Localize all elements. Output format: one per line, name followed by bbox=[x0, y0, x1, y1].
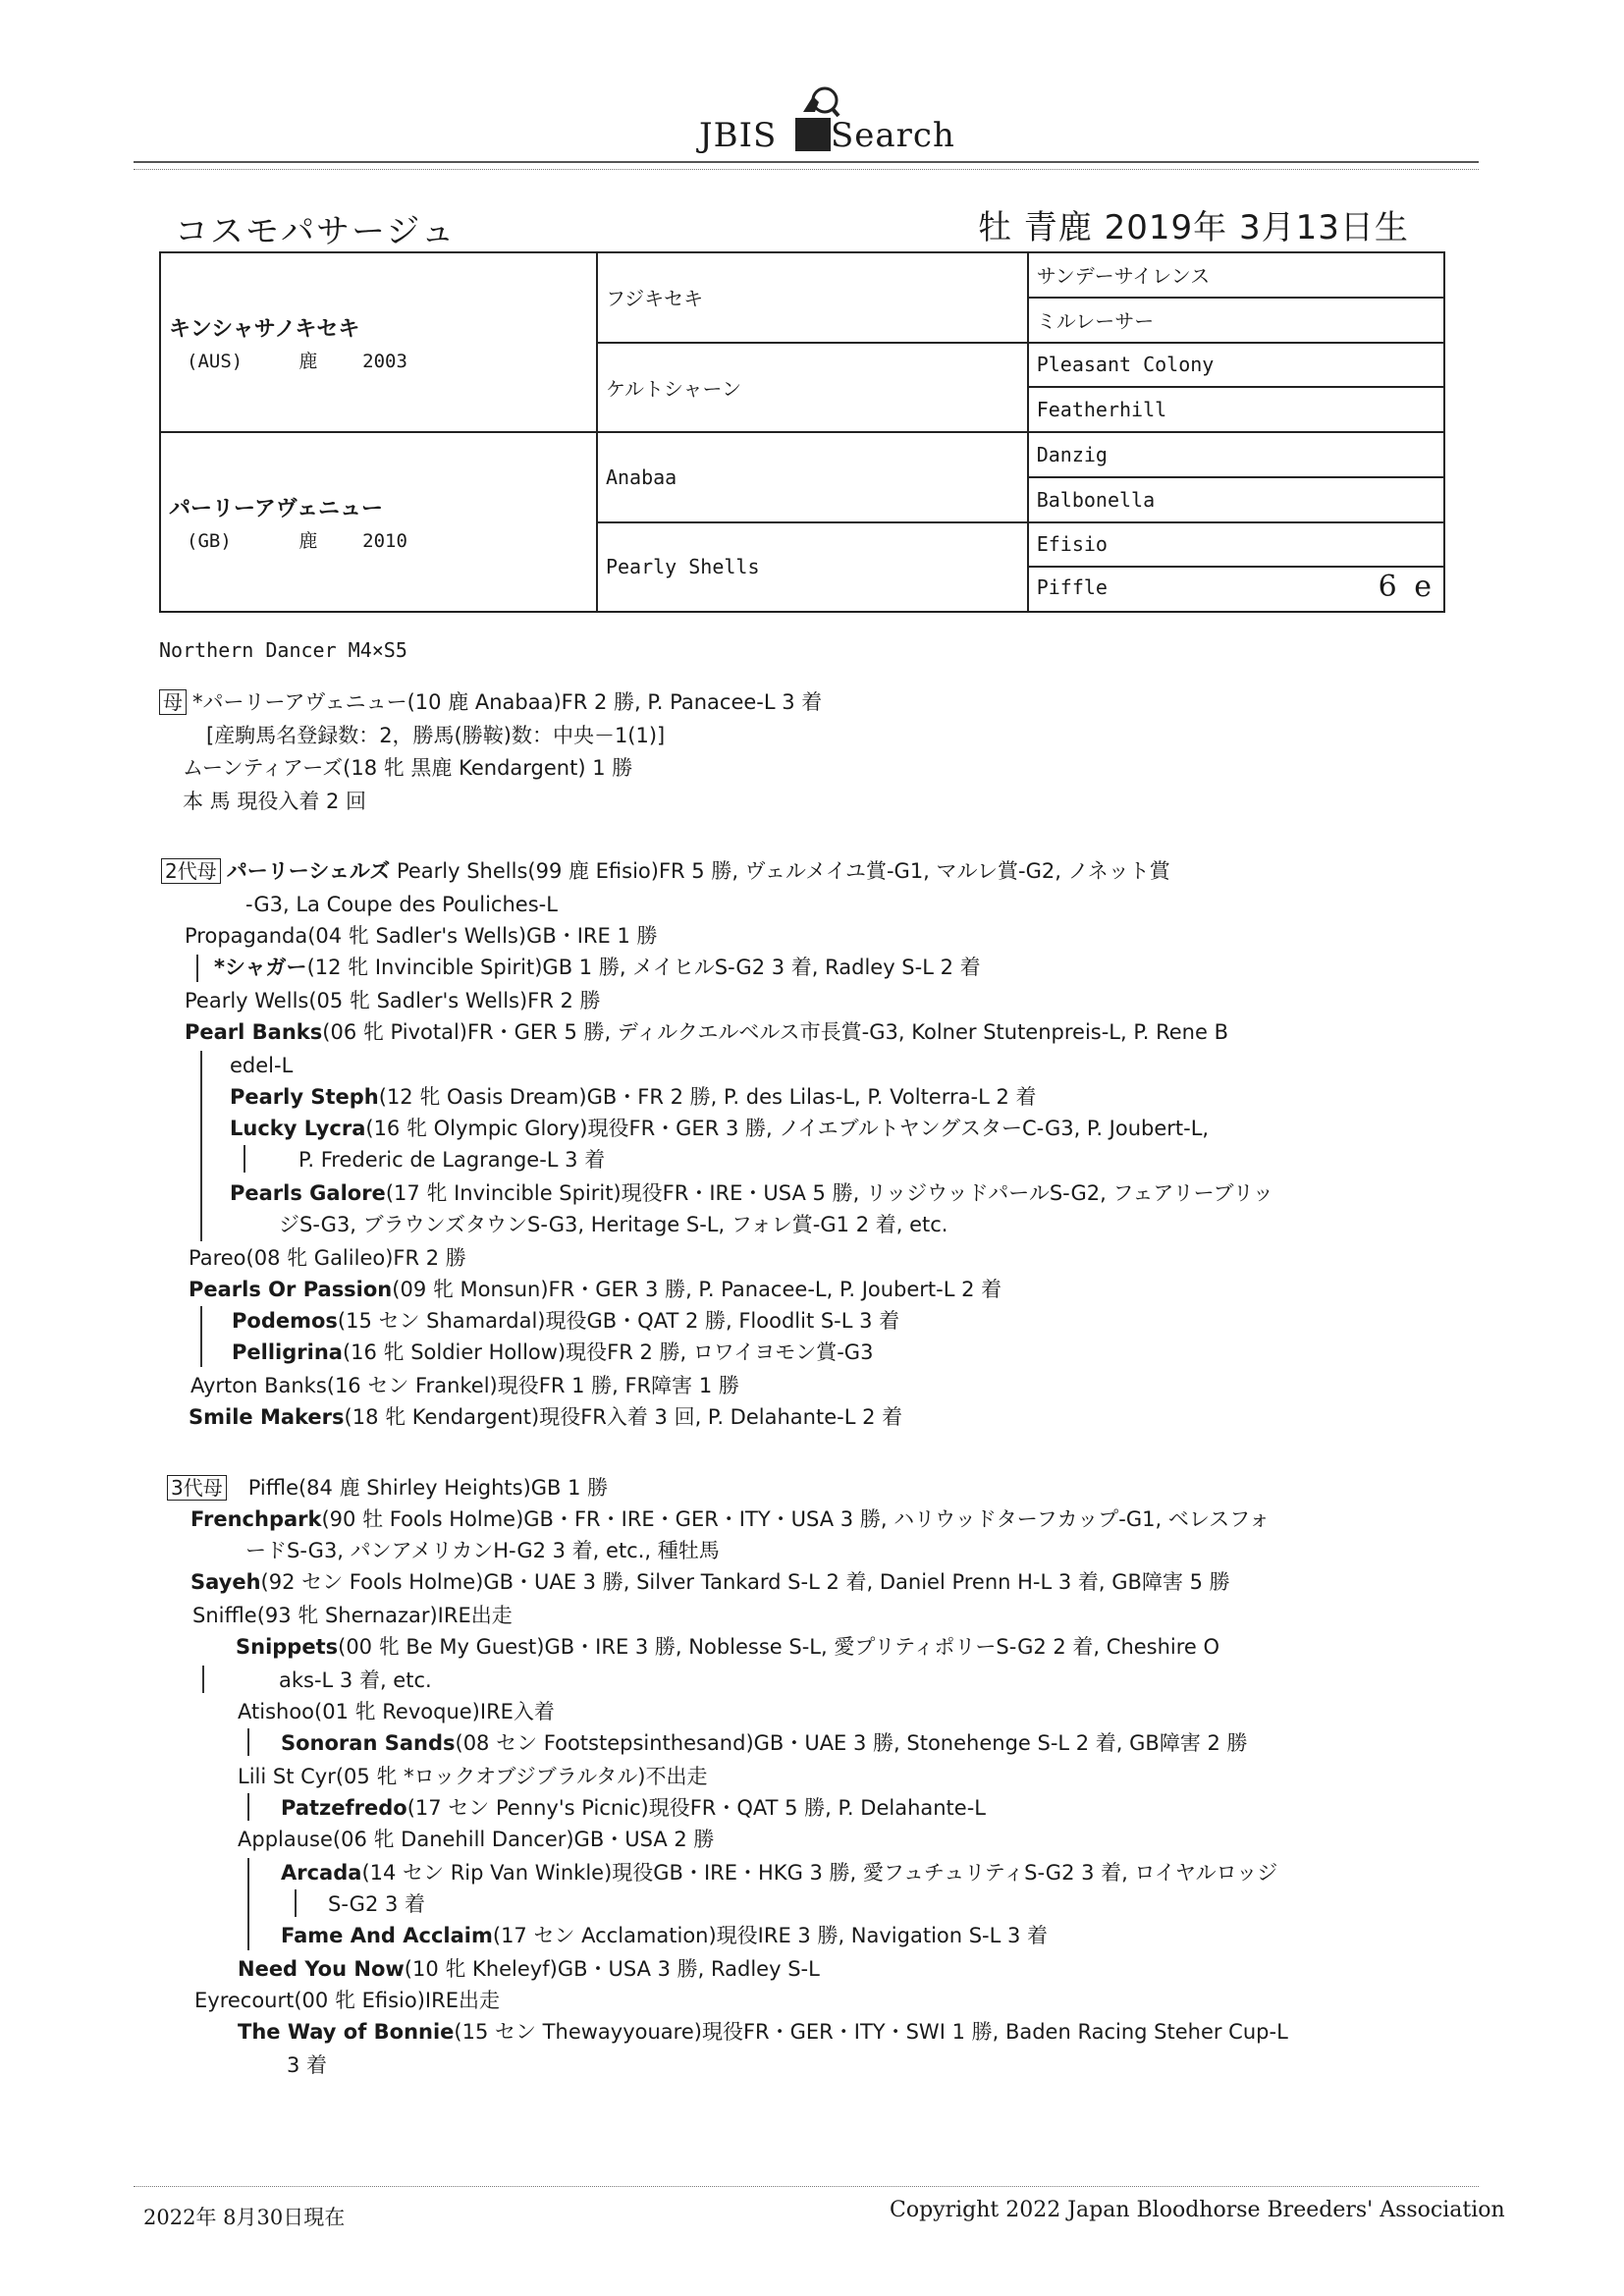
g3dam-line: The Way of Bonnie(15 セン Thewayyouare)現役FR・GER・ITY・SWI 1 勝, Baden Racing Steher Cup-L bbox=[238, 2020, 1288, 2044]
g3dam-line: Applause(06 牝 Danehill Dancer)GB・USA 2 勝 bbox=[238, 1828, 715, 1851]
pedigree-g2-cell: Anabaa bbox=[597, 432, 1028, 522]
dam-line: ムーンティアーズ(18 牝 黒鹿 Kendargent) 1 勝 bbox=[183, 756, 633, 780]
section-label-g2dam: 2代母 bbox=[161, 858, 221, 884]
lineage-bar bbox=[247, 1728, 249, 1756]
g3dam-line: 3 着 bbox=[287, 2053, 328, 2077]
lineage-bar bbox=[244, 1145, 245, 1173]
lineage-bar bbox=[196, 955, 198, 982]
g2dam-line: Smile Makers(18 牝 Kendargent)現役FR入着 3 回, P. Delahante-L 2 着 bbox=[189, 1405, 903, 1429]
pedigree-g3-cell: Balbonella bbox=[1028, 477, 1444, 522]
g2dam-line: Pearl Banks(06 牝 Pivotal)FR・GER 5 勝, ディルクエルベルス市長賞-G3, Kolner Stutenpreis-L, P. Rene B bbox=[185, 1020, 1228, 1044]
section-label-dam: 母 bbox=[159, 689, 187, 715]
pedigree-g3-cell: Featherhill bbox=[1028, 387, 1444, 432]
g3dam-line: Eyrecourt(00 牝 Efisio)IRE出走 bbox=[194, 1989, 500, 2012]
inbreeding-note: Northern Dancer M4×S5 bbox=[159, 638, 407, 662]
section-label-g3dam: 3代母 bbox=[167, 1475, 227, 1501]
sire-meta: (AUS) 鹿 2003 bbox=[187, 350, 407, 372]
g3dam-line: S-G2 3 着 bbox=[328, 1892, 426, 1916]
g3dam-line: Sayeh(92 セン Fools Holme)GB・UAE 3 勝, Silver Tankard S-L 2 着, Daniel Prenn H-L 3 着, GB障害 5 勝 bbox=[190, 1570, 1230, 1594]
pedigree-g2-cell: ケルトシャーン bbox=[597, 343, 1028, 433]
pedigree-g3-cell: サンデーサイレンス bbox=[1028, 252, 1444, 298]
lineage-bar bbox=[200, 1306, 202, 1367]
g3dam-line: ードS-G3, パンアメリカンH-G2 3 着, etc., 種牡馬 bbox=[245, 1539, 720, 1562]
dam-line: [産駒馬名登録数：2，勝馬(勝鞍)数：中央－1(1)] bbox=[206, 724, 666, 747]
g3dam-line: Sonoran Sands(08 セン Footstepsinthesand)GB・UAE 3 勝, Stonehenge S-L 2 着, GB障害 2 勝 bbox=[281, 1731, 1248, 1755]
g3dam-line: Frenchpark(90 牡 Fools Holme)GB・FR・IRE・GER・ITY・USA 3 勝, ハリウッドターフカップ-G1, ベレスフォ bbox=[190, 1507, 1271, 1531]
g2dam-line: Lucky Lycra(16 牝 Olympic Glory)現役FR・GER 3 勝, ノイエブルトヤングスターC-G3, P. Joubert-L, bbox=[230, 1117, 1210, 1140]
pedigree-g3-cell: ミルレーサー bbox=[1028, 298, 1444, 343]
horse-name: コスモパサージュ bbox=[175, 212, 457, 251]
lineage-bar bbox=[247, 1858, 249, 1950]
g3dam-line: aks-L 3 着, etc. bbox=[279, 1668, 432, 1692]
g3dam-line: Lili St Cyr(05 牝 *ロックオブジブラルタル)不出走 bbox=[238, 1765, 708, 1788]
dam-line: 本 馬 現役入着 2 回 bbox=[183, 790, 367, 813]
lineage-bar bbox=[247, 1793, 249, 1821]
pedigree-g3-cell: Efisio bbox=[1028, 522, 1444, 568]
g2dam-line: 2代母 パーリーシェルズ Pearly Shells(99 鹿 Efisio)FR 5 勝, ヴェルメイユ賞-G1, マルレ賞-G2, ノネット賞 bbox=[161, 856, 1170, 886]
pedigree-sire-cell bbox=[160, 252, 597, 432]
lineage-bar bbox=[295, 1889, 297, 1917]
footer-divider bbox=[134, 2186, 1479, 2187]
g2dam-line: Pareo(08 牝 Galileo)FR 2 勝 bbox=[189, 1246, 466, 1270]
g3dam-line: Sniffle(93 牝 Shernazar)IRE出走 bbox=[192, 1604, 513, 1627]
pedigree-table bbox=[159, 251, 1445, 613]
g2dam-line: Propaganda(04 牝 Sadler's Wells)GB・IRE 1 勝 bbox=[185, 924, 658, 948]
g2dam-line: Pearls Or Passion(09 牝 Monsun)FR・GER 3 勝, P. Panacee-L, P. Joubert-L 2 着 bbox=[189, 1278, 1002, 1301]
header-divider-dotted bbox=[134, 169, 1479, 170]
g2dam-line: Podemos(15 セン Shamardal)現役GB・QAT 2 勝, Floodlit S-L 3 着 bbox=[232, 1309, 900, 1333]
g2dam-line: *シャガー(12 牝 Invincible Spirit)GB 1 勝, メイヒルS-G2 3 着, Radley S-L 2 着 bbox=[214, 956, 981, 979]
pedigree-g3-cell bbox=[1028, 567, 1444, 612]
g2dam-line: Pearly Wells(05 牝 Sadler's Wells)FR 2 勝 bbox=[185, 989, 601, 1012]
g2dam-line: P. Frederic de Lagrange-L 3 着 bbox=[298, 1148, 606, 1172]
dam-meta: (GB) 鹿 2010 bbox=[187, 529, 407, 552]
dam-name: パーリーアヴェニュー bbox=[169, 496, 384, 521]
g3dam-line: Snippets(00 牝 Be My Guest)GB・IRE 3 勝, Noblesse S-L, 愛プリティポリーS-G2 2 着, Cheshire O bbox=[236, 1635, 1220, 1659]
jbis-search-logo bbox=[699, 77, 954, 165]
g3dam-line: Fame And Acclaim(17 セン Acclamation)現役IRE 3 勝, Navigation S-L 3 着 bbox=[281, 1924, 1049, 1947]
family-code: 6 e bbox=[1378, 569, 1435, 604]
g3dam-line: Need You Now(10 牝 Kheleyf)GB・USA 3 勝, Radley S-L bbox=[238, 1957, 820, 1981]
lineage-bar bbox=[200, 1051, 202, 1241]
g2dam-line: Ayrton Banks(16 セン Frankel)現役FR 1 勝, FR障害 1 勝 bbox=[190, 1374, 739, 1397]
header-divider bbox=[134, 161, 1479, 163]
g2dam-line: -G3, La Coupe des Pouliches-L bbox=[245, 893, 558, 916]
dam-line: 母 *パーリーアヴェニュー(10 鹿 Anabaa)FR 2 勝, P. Panacee-L 3 着 bbox=[159, 687, 822, 717]
pedigree-g3-name: Piffle bbox=[1036, 574, 1108, 599]
g2dam-line: Pelligrina(16 牝 Soldier Hollow)現役FR 2 勝, ロワイヨモン賞-G3 bbox=[232, 1340, 874, 1364]
g2dam-line: edel-L bbox=[230, 1054, 294, 1077]
g3dam-line: 3代母 Piffle(84 鹿 Shirley Heights)GB 1 勝 bbox=[167, 1473, 608, 1503]
pedigree-g2-cell: Pearly Shells bbox=[597, 522, 1028, 613]
footer-date: 2022年 8月30日現在 bbox=[143, 2206, 346, 2229]
g3dam-line: Atishoo(01 牝 Revoque)IRE入着 bbox=[238, 1700, 555, 1723]
pedigree-dam-cell bbox=[160, 432, 597, 612]
logo-text-jbis: JBIS bbox=[699, 116, 778, 155]
g3dam-line: Patzefredo(17 セン Penny's Picnic)現役FR・QAT 5 勝, P. Delahante-L bbox=[281, 1796, 986, 1820]
pedigree-g2-cell: フジキセキ bbox=[597, 252, 1028, 343]
footer-copyright: Copyright 2022 Japan Bloodhorse Breeders' Association bbox=[890, 2198, 1505, 2222]
g2dam-line: ジS-G3, ブラウンズタウンS-G3, Heritage S-L, フォレ賞-G1 2 着, etc. bbox=[279, 1213, 948, 1236]
pedigree-g3-cell: Pleasant Colony bbox=[1028, 343, 1444, 388]
pedigree-g3-cell: Danzig bbox=[1028, 432, 1444, 477]
g2dam-line: Pearly Steph(12 牝 Oasis Dream)GB・FR 2 勝, P. des Lilas-L, P. Volterra-L 2 着 bbox=[230, 1085, 1037, 1109]
horse-info: 牡 青鹿 2019年 3月13日生 bbox=[978, 208, 1409, 247]
sire-name: キンシャサノキセキ bbox=[169, 316, 360, 342]
logo-text-search: Search bbox=[831, 116, 955, 155]
g3dam-line: Arcada(14 セン Rip Van Winkle)現役GB・IRE・HKG 3 勝, 愛フュチュリティS-G2 3 着, ロイヤルロッジ bbox=[281, 1861, 1278, 1885]
lineage-bar bbox=[202, 1666, 204, 1693]
g2dam-line: Pearls Galore(17 牝 Invincible Spirit)現役FR・IRE・USA 5 勝, リッジウッドパールS-G2, フェアリーブリッ bbox=[230, 1181, 1273, 1205]
